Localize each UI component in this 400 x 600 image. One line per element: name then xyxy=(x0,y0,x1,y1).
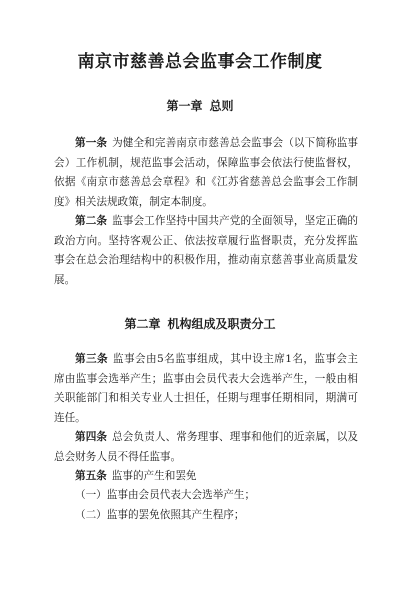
chapter-1-number: 第一章 xyxy=(166,99,203,113)
article-3-text: 监事会由5名监事组成，其中设主席1名，监事会主席由监事会选举产生；监事由会员代表大会选举产生，一般由相关职能部门和相关专业人士担任，任期与理事任期相同，期满可连任。 xyxy=(54,353,358,424)
article-5-item-1: （一）监事由会员代表大会选举产生； xyxy=(75,489,256,501)
chapter-2-number: 第二章 xyxy=(124,317,161,331)
document-title: 南京市慈善总会监事会工作制度 xyxy=(77,52,323,72)
article-4-label: 第四条 xyxy=(75,431,108,443)
chapter-1-name: 总则 xyxy=(209,99,234,113)
article-3-label: 第三条 xyxy=(75,353,109,365)
article-5-label: 第五条 xyxy=(75,470,107,482)
article-2-text: 监事会工作坚持中国共产党的全面领导，坚定正确的政治方向。坚持客观公正、依法按章履行监督职责，充分发挥监事会在总会治理结构中的积极作用，推动南京慈善事业高质量发展。 xyxy=(54,215,359,286)
article-2-label: 第二条 xyxy=(75,215,108,227)
article-4-paragraph xyxy=(54,428,358,467)
article-5-paragraph xyxy=(54,467,358,487)
article-2-paragraph xyxy=(54,212,358,290)
article-5-item-2: （二）监事的罢免依照其产生程序； xyxy=(75,509,245,521)
article-1-text: 为健全和完善南京市慈善总会监事会（以下简称监事会）工作机制，规范监事会活动，保障监事会依法行使监督权，依据《南京市慈善总会章程》和《江苏省慈善总会监事会工作制度》相关法规政策，制定本制度。 xyxy=(54,137,359,208)
chapter-2-name: 机构组成及职责分工 xyxy=(167,317,276,331)
chapter-2-heading xyxy=(0,315,400,332)
article-1-label: 第一条 xyxy=(75,137,108,149)
article-4-text: 总会负责人、常务理事、理事和他们的近亲属，以及总会财务人员不得任监事。 xyxy=(54,431,359,463)
article-5-text: 监事的产生和罢免 xyxy=(111,470,197,482)
chapter-1-heading xyxy=(0,97,400,114)
article-3-paragraph xyxy=(54,350,358,428)
article-1-paragraph xyxy=(54,134,358,212)
